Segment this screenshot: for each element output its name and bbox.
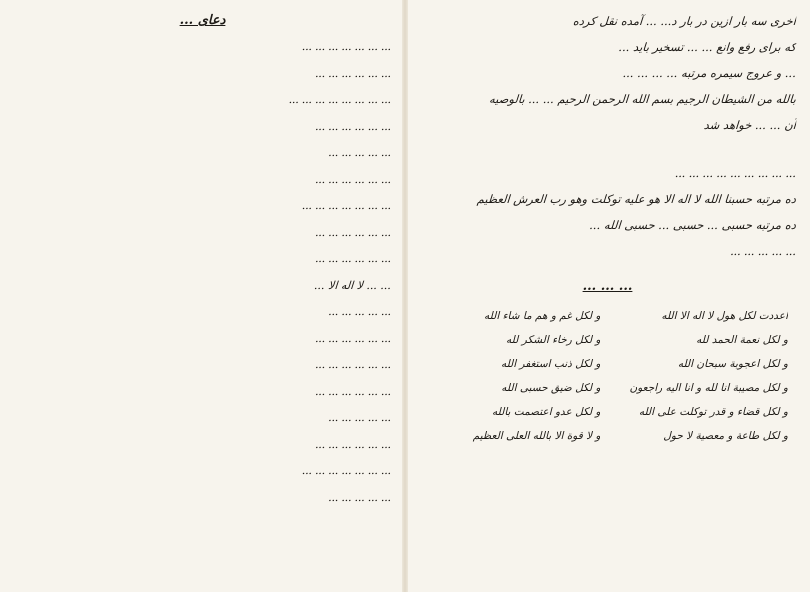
manuscript-line: ... ... ... ... ... ... <box>314 358 392 371</box>
manuscript-line: ... ... ... ... ... ... <box>314 331 392 345</box>
manuscript-line: ... ... ... ... ... <box>327 411 392 424</box>
manuscript-line: ... ... ... ... ... ... <box>314 384 392 398</box>
verse-grid <box>419 304 796 448</box>
manuscript-line: ... ... ... ... ... ... ... <box>301 40 392 53</box>
verse-line: و لکل طاعة و معصیة لا حول <box>663 430 788 442</box>
manuscript-line: که برای رفع وانع ... ... تسخیر باید ... <box>618 40 797 54</box>
verse-line: و لکل ضیق حسبی الله <box>501 382 601 394</box>
manuscript-line: ... ... ... ... ... ... <box>314 172 392 186</box>
verse-line: و لکل مصیبة انا لله و انا الیه راجعون <box>629 382 788 394</box>
manuscript-line: ... ... ... ... ... ... <box>314 119 392 133</box>
manuscript-line: بالله من الشیطان الرجیم بسم الله الرحمن الرحیم ... ... بالوصیه <box>488 92 797 106</box>
right-page-paragraph <box>419 8 796 138</box>
verse-line: و لکل غم و هم ما شاء الله <box>484 310 601 322</box>
verse-line: و لکل نعمة الحمد لله <box>696 334 788 346</box>
manuscript-line: ... ... ... ... ... ... <box>314 66 392 80</box>
manuscript-line: ... ... لا اله الا ... <box>313 278 392 292</box>
manuscript-line: اخری سه بار ازین در بار د... ... آمده نقل کرده <box>572 14 797 28</box>
prayer-line: ده مرتبه حسبی ... حسبی ... حسبی الله ... <box>588 218 797 232</box>
manuscript-line: ... ... ... ... ... ... <box>314 252 392 265</box>
manuscript-line: آن ... ... خواهد شد <box>703 118 797 132</box>
manuscript-line: ... و عروج سیمره مرتبه ... ... ... ... <box>622 66 797 80</box>
verse-line: اعددت لکل هول لا اله الا الله <box>661 310 788 322</box>
verse-line: و لکل ذنب استغفر الله <box>500 358 601 370</box>
verse-line: و لکل رخاء الشکر لله <box>506 334 601 346</box>
left-page-paragraph <box>14 34 391 511</box>
prayer-heading: ... ... ... ... ... ... ... ... ... <box>674 166 797 180</box>
manuscript-line: ... ... ... ... ... <box>327 146 392 159</box>
prayer-paragraph <box>419 186 796 264</box>
manuscript-line: ... ... ... ... ... <box>327 305 392 318</box>
manuscript-line: ... ... ... ... ... <box>327 490 392 504</box>
verse-line: و لا قوة الا بالله العلی العظیم <box>472 430 601 442</box>
verse-title: ... ... ... <box>582 279 633 294</box>
prayer-line: ده مرتبه حسبنا الله لا اله الا هو علیه توکلت وهو رب العرش العظیم <box>476 192 797 206</box>
manuscript-line: ... ... ... ... ... ... <box>314 437 392 451</box>
manuscript-line: ... ... ... ... ... ... ... <box>301 464 392 477</box>
verse-line: و لکل عدو اعتصمت بالله <box>492 406 601 418</box>
right-page <box>405 0 810 592</box>
left-page-heading: دعای ... <box>179 13 226 28</box>
manuscript-line: ... ... ... ... ... ... <box>314 225 392 239</box>
verse-line: و لکل قضاء و قدر توکلت علی الله <box>638 406 788 418</box>
manuscript-line: ... ... ... ... ... ... ... ... <box>288 93 392 106</box>
verse-line: و لکل اعجوبة سبحان الله <box>677 358 788 370</box>
prayer-line: ... ... ... ... ... <box>729 244 797 258</box>
manuscript-line: ... ... ... ... ... ... ... <box>301 199 392 212</box>
